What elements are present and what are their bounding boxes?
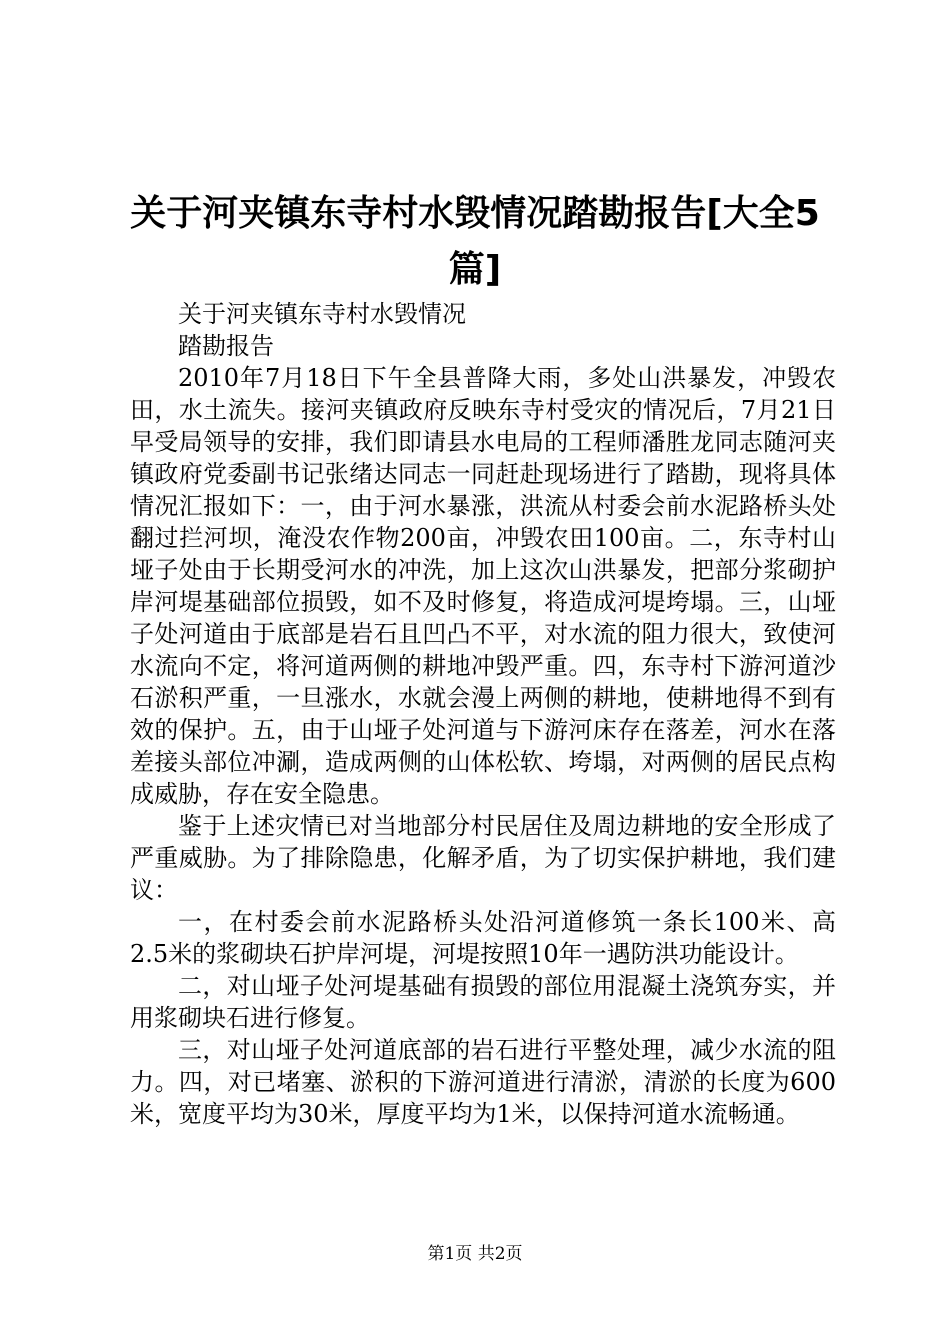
paragraph-proposal-3: 三，对山垭子处河道底部的岩石进行平整处理，减少水流的阻力。四，对已堵塞、淤积的下游河道进行清淤，清淤的长度为600米，宽度平均为30米，厚度平均为1米，以保持河道水流畅通。	[130, 1036, 836, 1128]
paragraph-proposal-intro: 鉴于上述灾情已对当地部分村民居住及周边耕地的安全形成了严重威胁。为了排除隐患，化解矛盾，为了切实保护耕地，我们建议：	[130, 812, 836, 904]
document-title: 关于河夹镇东寺村水毁情况踏勘报告[大全5篇]	[130, 193, 820, 290]
paragraph-situation: 2010年7月18日下午全县普降大雨，多处山洪暴发，冲毁农田，水土流失。接河夹镇政府反映东寺村受灾的情况后，7月21日早受局领导的安排，我们即请县水电局的工程师潘胜龙同志随河夹镇政府党委副书记张绪达同志一同赶赴现场进行了踏勘，现将具体情况汇报如下：一，由于河水暴涨，洪流从村委会前水泥路桥头处翻过拦河坝，淹没农作物200亩，冲毁农田100亩。二，东寺村山垭子处由于长期受河水的冲洗，加上这次山洪暴发，把部分浆砌护岸河堤基础部位损毁，如不及时修复，将造成河堤垮塌。三，山垭子处河道由于底部是岩石且凹凸不平，对水流的阻力很大，致使河水流向不定，将河道两侧的耕地冲毁严重。四，东寺村下游河道沙石淤积严重，一旦涨水，水就会漫上两侧的耕地，使耕地得不到有效的保护。五，由于山垭子处河道与下游河床存在落差，河水在落差接头部位冲涮，造成两侧的山体松软、垮塌，对两侧的居民点构成威胁，存在安全隐患。	[130, 364, 836, 808]
paragraph-proposal-2: 二，对山垭子处河堤基础有损毁的部位用混凝土浇筑夯实，并用浆砌块石进行修复。	[130, 972, 836, 1032]
paragraph-subtitle-2: 踏勘报告	[178, 332, 274, 360]
page-number-footer: 第1页 共2页	[427, 1244, 523, 1264]
paragraph-subtitle-1: 关于河夹镇东寺村水毁情况	[178, 300, 466, 328]
paragraph-proposal-1: 一，在村委会前水泥路桥头处沿河道修筑一条长100米、高2.5米的浆砌块石护岸河堤，河堤按照10年一遇防洪功能设计。	[130, 908, 836, 968]
document-body	[130, 298, 836, 1130]
